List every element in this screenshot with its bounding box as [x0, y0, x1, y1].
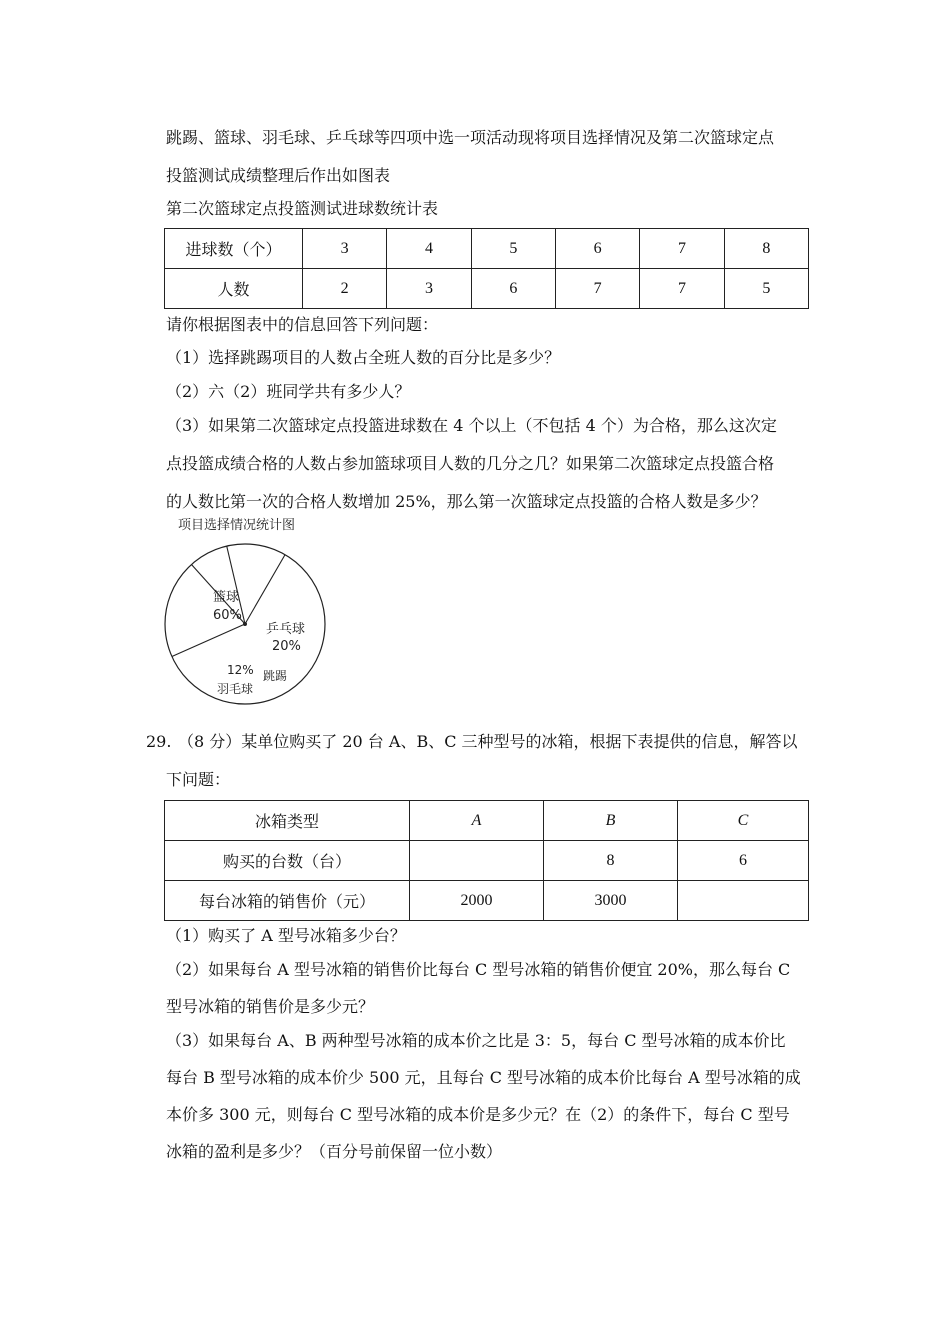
slice-percent-badminton: 12% — [227, 663, 254, 677]
people-cell: 2 — [303, 269, 387, 309]
fridge-count-cell: 6 — [678, 841, 809, 881]
q29-question-2-line1: （2）如果每台 A 型号冰箱的销售价比每台 C 型号冰箱的销售价便宜 20%，那么每台 C — [166, 960, 791, 979]
q28-table-title: 第二次篮球定点投篮测试进球数统计表 — [166, 199, 439, 218]
fridge-price-cell — [678, 881, 809, 921]
q29-question-3-line3: 本价多 300 元，则每台 C 型号冰箱的成本价是多少元？在（2）的条件下，每台 C 型号 — [166, 1105, 790, 1124]
q28-question-3-line3: 的人数比第一次的合格人数增加 25%，那么第一次篮球定点投篮的合格人数是多少？ — [166, 492, 767, 511]
fridge-price-cell: 2000 — [410, 881, 544, 921]
people-row-header: 人数 — [165, 269, 303, 309]
fridge-price-cell: 3000 — [544, 881, 678, 921]
goals-cell: 3 — [303, 229, 387, 269]
goals-cell: 6 — [555, 229, 639, 269]
q29-question-1: （1）购买了 A 型号冰箱多少台？ — [166, 926, 406, 945]
fridge-table — [164, 800, 809, 921]
goals-cell: 8 — [724, 229, 808, 269]
people-row — [165, 269, 809, 309]
q28-question-3-line2: 点投篮成绩合格的人数占参加篮球项目人数的几分之几？如果第二次篮球定点投篮合格 — [166, 454, 775, 473]
q29-number: 29. — [146, 732, 172, 751]
slice-percent-basketball: 60% — [213, 608, 242, 623]
slice-percent-pingpong: 20% — [272, 639, 301, 654]
goals-row — [165, 229, 809, 269]
slice-boundary-pingpong — [172, 624, 245, 657]
slice-label-tijian: 跳踢 — [263, 669, 288, 683]
fridge-type-row — [165, 801, 809, 841]
q28-question-3-line1: （3）如果第二次篮球定点投篮进球数在 4 个以上（不包括 4 个）为合格，那么这次定 — [166, 416, 777, 435]
people-cell: 7 — [640, 269, 724, 309]
fridge-type-cell: A — [410, 801, 544, 841]
goals-cell: 5 — [471, 229, 555, 269]
slice-label-pingpong: 乒乓球 — [266, 622, 306, 637]
fridge-type-cell: C — [678, 801, 809, 841]
q29-question-3-line1: （3）如果每台 A、B 两种型号冰箱的成本价之比是 3：5，每台 C 型号冰箱的成本价比 — [166, 1031, 786, 1050]
fridge-count-row — [165, 841, 809, 881]
slice-label-badminton: 羽毛球 — [217, 682, 254, 696]
q29-line2: 下问题： — [166, 770, 231, 789]
q29-question-3-line2: 每台 B 型号冰箱的成本价少 500 元，且每台 C 型号冰箱的成本价比每台 A 型号冰箱的成 — [166, 1068, 801, 1087]
project-pie-chart — [160, 513, 340, 708]
slice-label-basketball: 篮球 — [213, 590, 240, 605]
fridge-count-header: 购买的台数（台） — [165, 841, 410, 881]
goals-row-header: 进球数（个） — [165, 229, 303, 269]
people-cell: 6 — [471, 269, 555, 309]
people-cell: 5 — [724, 269, 808, 309]
fridge-price-row — [165, 881, 809, 921]
q28-question-1: （1）选择跳踢项目的人数占全班人数的百分比是多少？ — [166, 348, 561, 367]
q28-prompt: 请你根据图表中的信息回答下列问题： — [166, 315, 439, 334]
pie-chart-title: 项目选择情况统计图 — [178, 518, 296, 533]
q28-intro-line2: 投篮测试成绩整理后作出如图表 — [166, 166, 391, 185]
people-cell: 3 — [387, 269, 471, 309]
fridge-type-cell: B — [544, 801, 678, 841]
people-cell: 7 — [555, 269, 639, 309]
pie-center-dot — [243, 622, 247, 626]
q29-line1: （8 分）某单位购买了 20 台 A、B、C 三种型号的冰箱，根据下表提供的信息，解答以 — [178, 732, 798, 751]
q28-question-2: （2）六（2）班同学共有多少人？ — [166, 382, 411, 401]
q28-intro-line1: 跳踢、篮球、羽毛球、乒乓球等四项中选一项活动现将项目选择情况及第二次篮球定点 — [166, 128, 775, 147]
goals-cell: 4 — [387, 229, 471, 269]
q29-question-3-line4: 冰箱的盈利是多少？（百分号前保留一位小数） — [166, 1142, 503, 1161]
fridge-price-header: 每台冰箱的销售价（元） — [165, 881, 410, 921]
goals-cell: 7 — [640, 229, 724, 269]
q29-question-2-line2: 型号冰箱的销售价是多少元？ — [166, 997, 375, 1016]
goals-table — [164, 228, 809, 309]
fridge-count-cell — [410, 841, 544, 881]
fridge-type-header: 冰箱类型 — [165, 801, 410, 841]
fridge-count-cell: 8 — [544, 841, 678, 881]
slice-boundary-basketball — [245, 555, 285, 624]
